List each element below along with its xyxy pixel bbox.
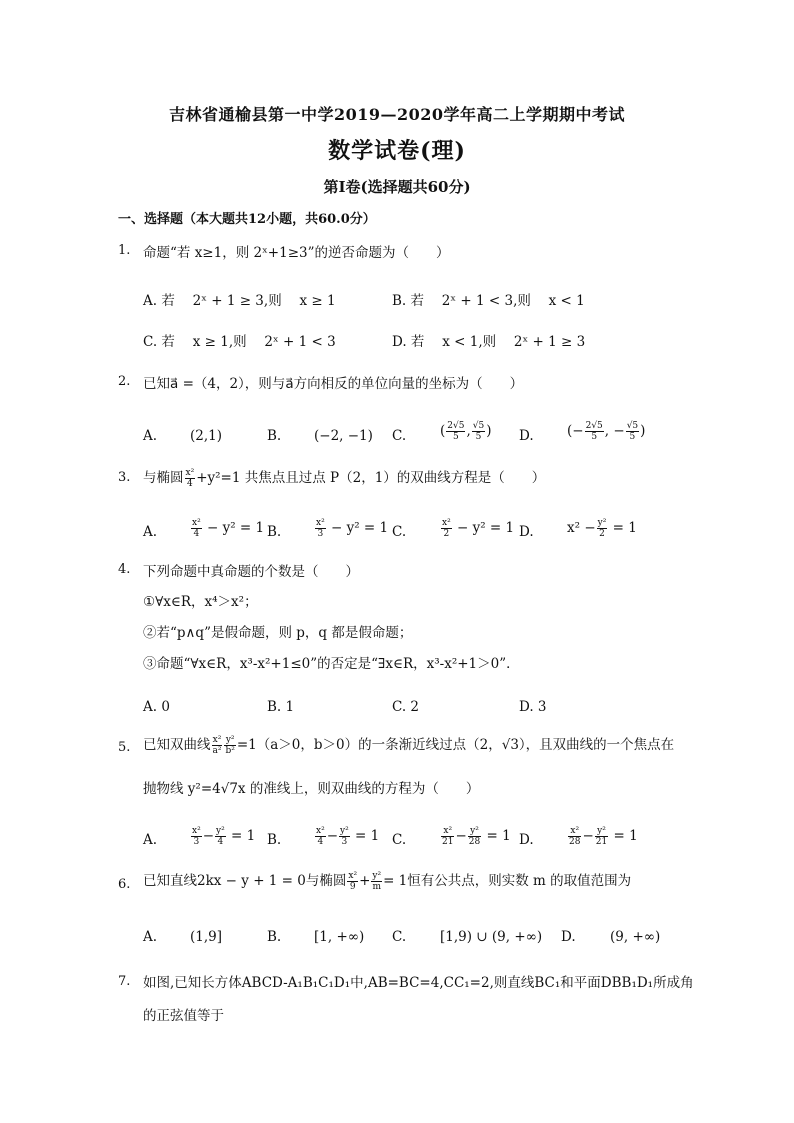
question-2-option-c-label: C. bbox=[392, 428, 407, 444]
question-5-option-a-value: $\frac{\text{x²}}{3}$ − $\frac{\text{y²}}{4}$ = 1 bbox=[192, 826, 256, 847]
question-3-option-d-value: x² − $\frac{\text{y²}}{2}$ = 1 bbox=[567, 518, 637, 539]
question-4-option-d: D. 3 bbox=[519, 699, 547, 715]
question-2-stem: 已知a⃗ =（4，2），则与a⃗方向相反的单位向量的坐标为（ ） bbox=[143, 376, 524, 392]
question-1-stem: 命题“若 x≥1，则 2ˣ+1≥3”的逆否命题为（ ） bbox=[143, 245, 450, 261]
question-3-number: 3. bbox=[118, 470, 131, 485]
question-6-number: 6. bbox=[118, 877, 131, 892]
exam-title: 吉林省通榆县第一中学2019—2020学年高二上学期期中考试 bbox=[168, 105, 626, 124]
question-7-stem-line-2: 的正弦值等于 bbox=[143, 1008, 224, 1024]
question-4-number: 4. bbox=[118, 562, 131, 577]
question-6-option-b-value: [1, +∞) bbox=[314, 929, 365, 945]
question-3-option-b-label: B. bbox=[267, 524, 282, 540]
question-6-option-c-label: C. bbox=[392, 929, 407, 945]
question-1-option-b: B. 若 2ˣ + 1 < 3,则 x < 1 bbox=[392, 293, 585, 309]
question-5-option-d-value: $\frac{\text{x²}}{28}$ − $\frac{\text{y²}}{21}$ = 1 bbox=[569, 826, 638, 847]
question-5-stem: 已知双曲线 $\frac{\text{x²}}{\text{a²}}$ $\frac{\text{y²}}{\text{b²}}$ =1（a＞0，b＞0）的一条渐近线过点（2，√3），且双曲线的一个焦点在 bbox=[143, 735, 675, 756]
question-5-option-c-value: $\frac{\text{x²}}{21}$ − $\frac{\text{y²}}{28}$ = 1 bbox=[442, 826, 511, 847]
question-5-option-c-label: C. bbox=[392, 832, 407, 848]
question-4-option-b: B. 1 bbox=[267, 699, 295, 715]
question-3-option-b-value: $\frac{\text{x²}}{3}$ − y² = 1 bbox=[316, 518, 389, 539]
question-2-option-c-value: ( $\frac{2√5}{5}$ , $\frac{√5}{5}$ ) bbox=[440, 421, 492, 442]
question-7-number: 7. bbox=[118, 974, 131, 989]
section-heading: 一、选择题（本大题共12小题，共60.0分） bbox=[118, 212, 376, 227]
part-title: 第Ⅰ卷(选择题共60分) bbox=[323, 178, 471, 196]
question-3-option-c-value: $\frac{\text{x²}}{2}$ − y² = 1 bbox=[442, 518, 515, 539]
question-2-option-d-value: (− $\frac{2√5}{5}$ , − $\frac{√5}{5}$ ) bbox=[567, 421, 646, 442]
question-4-item-3: ③命题“∀x∈R，x³-x²+1≤0”的否定是“∃x∈R，x³-x²+1＞0”． bbox=[143, 656, 520, 672]
question-6-stem: 已知直线2kx − y + 1 = 0与椭圆 $\frac{\text{x²}}{9}$ + $\frac{\text{y²}}{m}$ = 1恒有公共点，则实数 m 的取值范围为 bbox=[143, 871, 632, 892]
question-6-option-d-value: (9, +∞) bbox=[610, 929, 661, 945]
question-2-option-a-label: A. bbox=[143, 428, 158, 444]
question-5-number: 5. bbox=[118, 740, 131, 755]
question-4-item-1: ①∀x∈R，x⁴＞x²； bbox=[143, 594, 258, 610]
question-4-item-2: ②若“p∧q”是假命题，则 p，q 都是假命题； bbox=[143, 625, 413, 641]
question-3-option-d-label: D. bbox=[519, 524, 534, 540]
question-6-option-a-label: A. bbox=[143, 929, 158, 945]
question-5-stem-line-2: 抛物线 y²=4√7x 的准线上，则双曲线的方程为（ ） bbox=[143, 781, 480, 797]
question-5-option-a-label: A. bbox=[143, 832, 158, 848]
question-6-option-b-label: B. bbox=[267, 929, 282, 945]
question-2-option-b-value: (−2, −1) bbox=[314, 428, 373, 444]
question-2-number: 2. bbox=[118, 374, 131, 389]
question-3-option-a-label: A. bbox=[143, 524, 158, 540]
question-6-option-a-value: (1,9] bbox=[190, 929, 223, 945]
subject-title: 数学试卷(理) bbox=[328, 138, 466, 164]
question-5-option-b-value: $\frac{\text{x²}}{4}$ − $\frac{\text{y²}}{3}$ = 1 bbox=[316, 826, 380, 847]
question-1-option-d: D. 若 x < 1,则 2ˣ + 1 ≥ 3 bbox=[392, 334, 586, 350]
question-2-option-d-label: D. bbox=[519, 428, 534, 444]
question-4-stem: 下列命题中真命题的个数是（ ） bbox=[143, 564, 359, 580]
question-1-option-a: A. 若 2ˣ + 1 ≥ 3,则 x ≥ 1 bbox=[143, 293, 336, 309]
question-6-option-c-value: [1,9) ∪ (9, +∞) bbox=[440, 929, 543, 945]
question-3-option-a-value: $\frac{\text{x²}}{4}$ − y² = 1 bbox=[192, 518, 265, 539]
question-4-option-a: A. 0 bbox=[143, 699, 170, 715]
question-3-stem: 与椭圆 $\frac{\text{x²}}{4}$ +y²=1 共焦点且过点 P（2，1）的双曲线方程是（ ） bbox=[143, 468, 546, 489]
question-6-option-d-label: D. bbox=[561, 929, 576, 945]
question-2-option-b-label: B. bbox=[267, 428, 282, 444]
question-5-option-d-label: D. bbox=[519, 832, 534, 848]
question-2-option-a-value: (2,1) bbox=[190, 428, 223, 444]
question-7-stem: 如图,已知长方体ABCD-A₁B₁C₁D₁中,AB=BC=4,CC₁=2,则直线BC₁和平面DBB₁D₁所成角 bbox=[143, 975, 694, 991]
question-1-option-c: C. 若 x ≥ 1,则 2ˣ + 1 < 3 bbox=[143, 334, 336, 350]
question-4-option-c: C. 2 bbox=[392, 699, 420, 715]
question-3-option-c-label: C. bbox=[392, 524, 407, 540]
question-5-option-b-label: B. bbox=[267, 832, 282, 848]
question-1-number: 1. bbox=[118, 243, 131, 258]
